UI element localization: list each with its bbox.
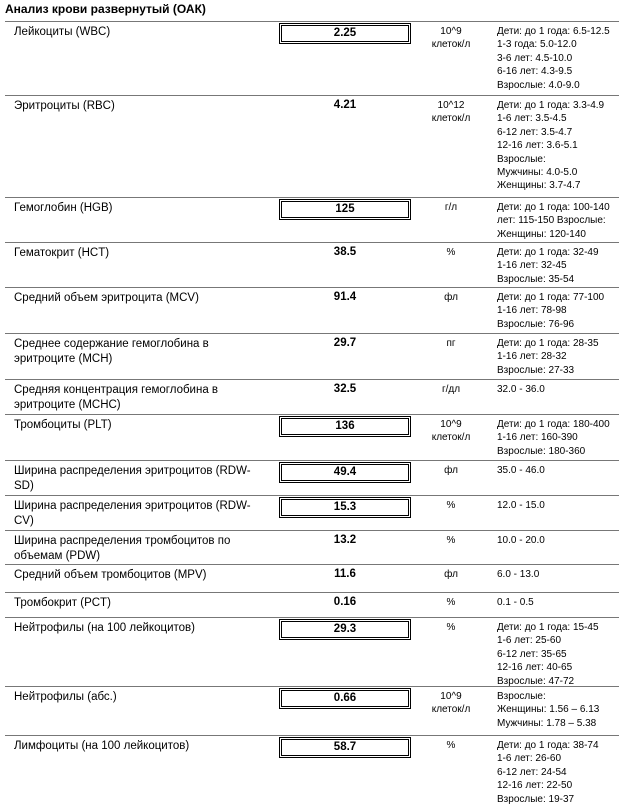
row-divider [5,530,619,531]
test-name: Гематокрит (HCT) [14,247,110,259]
reference-range: Дети: до 1 года: 100-140 лет: 115-150 Взрослые: Женщины: 120-140 [497,202,610,240]
reference-range: Дети: до 1 года: 15-45 1-6 лет: 25-60 6-12 лет: 35-65 12-16 лет: 40-65 Взрослые: 47-72 [497,622,599,687]
result-value: 91.4 [333,291,357,303]
reference-range: Дети: до 1 года: 180-400 1-16 лет: 160-390 Взрослые: 180-360 [497,419,610,457]
result-value: 29.7 [333,337,357,349]
test-name: Средний объем тромбоцитов (MPV) [14,569,207,581]
reference-range: 12.0 - 15.0 [497,500,545,511]
test-name: Нейтрофилы (абс.) [14,691,117,703]
result-value: 11.6 [334,568,356,580]
flagged-result-value: 125 [279,199,411,220]
test-name: Средняя концентрация гемоглобина в эритроците (MCHC) [14,384,219,411]
row-divider [5,460,619,461]
unit-label: % [446,597,456,608]
test-name: Лейкоциты (WBC) [14,26,111,38]
reference-range: Дети: до 1 года: 38-74 1-6 лет: 26-60 6-12 лет: 24-54 12-16 лет: 22-50 Взрослые: 19-37 [497,740,599,805]
reference-range: Взрослые: Женщины: 1.56 – 6.13 Мужчины: 1.78 – 5.38 [497,691,600,729]
test-name: Тромбокрит (PCT) [14,597,111,609]
unit-label: % [446,500,456,511]
unit-label: фл [444,292,458,303]
row-divider [5,242,619,243]
row-divider [5,197,619,198]
row-divider [5,95,619,96]
test-name: Эритроциты (RBC) [14,100,115,112]
flagged-result-value: 0.66 [279,688,411,709]
test-name: Ширина распределения тромбоцитов по объемам (PDW) [14,535,231,562]
flagged-result-value: 58.7 [279,737,411,758]
test-name: Средний объем эритроцита (MCV) [14,292,199,304]
unit-label: 10^9 клеток/л [431,26,471,50]
reference-range: 0.1 - 0.5 [497,597,534,608]
row-divider [5,686,619,687]
reference-range: Дети: до 1 года: 3.3-4.9 1-6 лет: 3.5-4.5 6-12 лет: 3.5-4.7 12-16 лет: 3.6-5.1 Взрослые: Мужчины: 4.0-5.0 Женщины: 3.7-4.7 [497,100,605,192]
flagged-result-value: 15.3 [279,497,411,518]
reference-range: 32.0 - 36.0 [497,384,545,395]
result-value: 0.16 [333,596,357,608]
row-divider [5,564,619,565]
row-divider [5,735,619,736]
row-divider [5,592,619,593]
row-divider [5,333,619,334]
unit-label: г/л [444,202,458,213]
unit-label: фл [444,465,458,476]
test-name: Тромбоциты (PLT) [14,419,112,431]
unit-label: % [446,740,456,751]
row-divider [5,617,619,618]
result-value: 4.21 [333,99,357,111]
flagged-result-value: 2.25 [279,23,411,44]
test-name: Среднее содержание гемоглобина в эритроците (MCH) [14,338,209,365]
flagged-result-value: 136 [279,416,411,437]
test-name: Лимфоциты (на 100 лейкоцитов) [14,740,190,752]
flagged-result-value: 29.3 [279,619,411,640]
unit-label: % [446,622,456,633]
row-divider [5,21,619,22]
result-value: 38.5 [333,246,357,258]
flagged-result-value: 49.4 [279,462,411,483]
unit-label: фл [444,569,458,580]
unit-label: 10^12 клеток/л [431,100,471,124]
reference-range: 35.0 - 46.0 [497,465,545,476]
unit-label: 10^9 клеток/л [431,691,471,715]
row-divider [5,287,619,288]
test-name: Ширина распределения эритроцитов (RDW-CV) [14,500,251,527]
reference-range: Дети: до 1 года: 77-100 1-16 лет: 78-98 Взрослые: 76-96 [497,292,605,330]
reference-range: 10.0 - 20.0 [497,535,545,546]
unit-label: % [446,535,456,546]
reference-range: 6.0 - 13.0 [497,569,540,580]
test-name: Нейтрофилы (на 100 лейкоцитов) [14,622,195,634]
unit-label: % [446,247,456,258]
reference-range: Дети: до 1 года: 6.5-12.5 1-3 года: 5.0-12.0 3-6 лет: 4.5-10.0 6-16 лет: 4.3-9.5 Взрослые: 4.0-9.0 [497,26,610,91]
page-title: Анализ крови развернутый (ОАК) [5,2,206,16]
row-divider [5,495,619,496]
reference-range: Дети: до 1 года: 28-35 1-16 лет: 28-32 Взрослые: 27-33 [497,338,599,376]
result-value: 13.2 [333,534,357,546]
test-name: Ширина распределения эритроцитов (RDW-SD) [14,465,251,492]
unit-label: 10^9 клеток/л [431,419,471,443]
unit-label: пг [446,338,456,349]
result-value: 32.5 [333,383,357,395]
unit-label: г/дл [441,384,461,395]
row-divider [5,414,619,415]
test-name: Гемоглобин (HGB) [14,202,113,214]
row-divider [5,379,619,380]
reference-range: Дети: до 1 года: 32-49 1-16 лет: 32-45 Взрослые: 35-54 [497,247,599,285]
